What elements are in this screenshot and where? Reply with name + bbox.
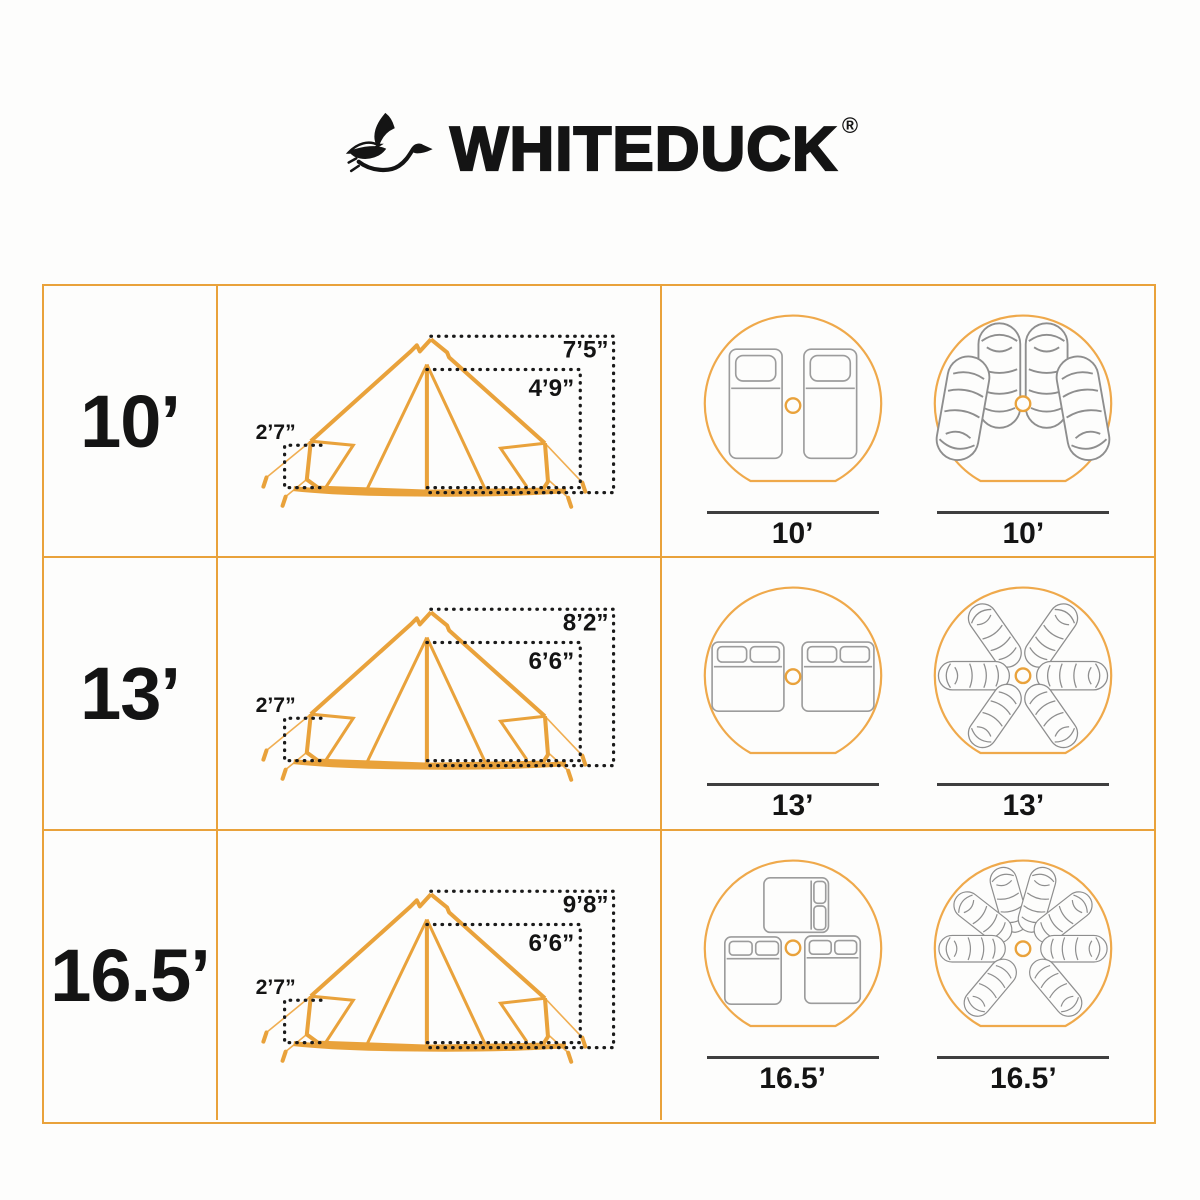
diameter-underline	[937, 783, 1109, 786]
dimension-inner-height: 6’6”	[528, 647, 575, 675]
dimension-peak-height: 9’8”	[562, 890, 609, 918]
dimension-inner-height: 4’9”	[528, 374, 575, 402]
side-view-cell-10	[218, 286, 662, 558]
mattress-icon	[802, 642, 874, 711]
floor-plans-cell-16-5	[662, 831, 1154, 1120]
pillow-icon	[810, 356, 850, 381]
brand-name: WHITEDUCK	[449, 115, 838, 184]
sleeping-bag-plan-figure	[923, 853, 1123, 1096]
floor-plans-cell-10	[662, 286, 1154, 558]
pillow-icon	[807, 647, 836, 662]
pillow-icon	[755, 941, 778, 955]
sleeping-bag-icon	[939, 662, 1010, 690]
tent-drawing	[263, 891, 613, 1062]
pillow-icon	[840, 647, 869, 662]
sleeping-bag-icon	[959, 954, 1022, 1022]
sleeping-bag-plan	[923, 853, 1123, 1049]
size-label: 13’	[80, 652, 180, 735]
diameter-underline	[707, 783, 879, 786]
diameter-label: 10’	[1002, 517, 1045, 550]
sleeping-bag-plan-figure	[923, 580, 1123, 823]
dimension-inner-height: 6’6”	[528, 929, 575, 957]
tent-drawing	[263, 336, 613, 507]
duck-icon	[342, 107, 434, 193]
mattress-plan	[693, 580, 893, 776]
sleeping-bag-icon	[1025, 954, 1088, 1022]
tent-side-view	[227, 583, 651, 805]
dimension-peak-height: 8’2”	[562, 608, 609, 636]
tent-drawing	[263, 609, 613, 780]
sleeping-bag-plan	[923, 580, 1123, 776]
floor-plans-cell-13	[662, 558, 1154, 831]
diameter-label: 16.5’	[759, 1062, 827, 1095]
mattress-icon	[804, 936, 859, 1003]
diameter-underline	[937, 511, 1109, 514]
mattress-plan-figure	[693, 853, 893, 1096]
dimension-wall-height: 2’7”	[255, 421, 296, 445]
pillow-icon	[717, 647, 746, 662]
size-label: 16.5’	[50, 934, 210, 1017]
duck-front-wing	[350, 147, 384, 158]
mattress-icon	[712, 642, 784, 711]
size-label-cell-13	[44, 558, 218, 831]
diameter-underline	[707, 1056, 879, 1059]
duck-head	[412, 144, 430, 152]
sleeping-bag-icon	[939, 935, 1005, 962]
mattress-icon	[804, 349, 857, 458]
sleeping-bag-plan-figure	[923, 308, 1123, 551]
mattress-plan-figure	[693, 308, 893, 551]
sleeping-bag-icon	[1041, 935, 1107, 962]
diameter-label: 13’	[771, 789, 814, 822]
size-label-cell-10	[44, 286, 218, 558]
sleeping-bag-plan	[923, 308, 1123, 504]
diameter-label: 10’	[771, 517, 814, 550]
mattress-plan	[693, 853, 893, 1049]
pillow-icon	[735, 356, 775, 381]
diameter-underline	[707, 511, 879, 514]
mattress-icon	[729, 349, 782, 458]
diameter-underline	[937, 1056, 1109, 1059]
mattress-plan-figure	[693, 580, 893, 823]
dimension-peak-height: 7’5”	[562, 336, 609, 364]
pillow-icon	[729, 941, 752, 955]
sleeping-bag-icon	[1037, 662, 1108, 690]
mattress-plan	[693, 308, 893, 504]
mattress-icon	[764, 878, 829, 933]
tent-side-view	[227, 865, 651, 1087]
side-view-cell-13	[218, 558, 662, 831]
mattress-icon	[724, 937, 780, 1004]
dimension-wall-height: 2’7”	[255, 975, 296, 999]
diameter-label: 16.5’	[989, 1062, 1057, 1095]
registered-trademark: ®	[841, 113, 859, 138]
tent-side-view	[227, 310, 651, 532]
pillow-icon	[809, 941, 831, 955]
pillow-icon	[834, 941, 856, 955]
diameter-label: 13’	[1002, 789, 1045, 822]
brand-logo	[0, 102, 1200, 198]
size-label: 10’	[80, 379, 180, 463]
dimension-wall-height: 2’7”	[255, 693, 296, 717]
duck-tail-feathers	[349, 158, 359, 171]
size-comparison-table	[42, 284, 1156, 1124]
size-label-cell-16-5	[44, 831, 218, 1120]
brand-wordmark	[449, 113, 859, 184]
pillow-icon	[814, 881, 826, 903]
pillow-icon	[814, 906, 826, 930]
side-view-cell-16-5	[218, 831, 662, 1120]
pillow-icon	[750, 647, 779, 662]
duck-rear-wing	[376, 115, 393, 145]
